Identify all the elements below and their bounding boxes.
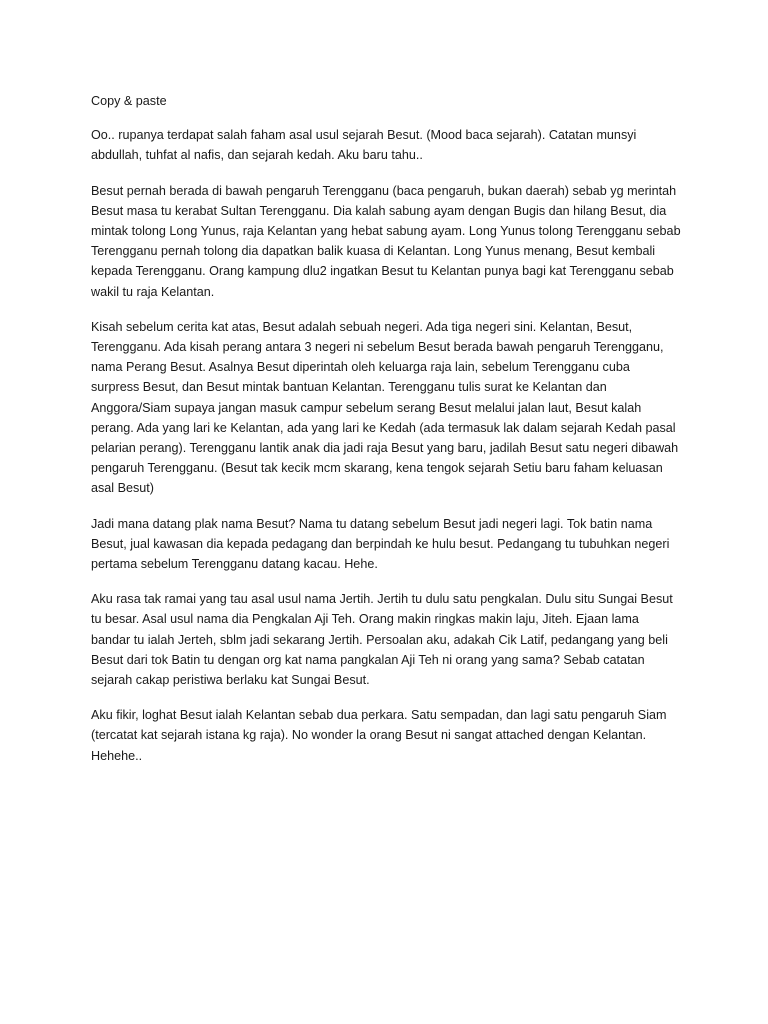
paragraph-3: Kisah sebelum cerita kat atas, Besut adalah sebuah negeri. Ada tiga negeri sini. Kelantan, Besut, Terengganu. Ada kisah perang antara 3 negeri ni sebelum Besut berada bawah pengaruh Terengganu, nama Perang Besut. Asalnya Besut diperintah oleh keluarga raja lain, sebelum Terengganu cuba surpress Besut, dan Besut mintak bantuan Kelantan. Terengganu tulis surat ke Kelantan dan Anggora/Siam supaya jangan masuk campur sebelum serang Besut melalui jalan laut, Besut kalah perang. Ada yang lari ke Kelantan, ada yang lari ke Kedah (ada termasuk lak dalam sejarah Kedah pasal pelarian perang). Terengganu lantik anak dia jadi raja Besut yang baru, jadilah Besut satu negeri dibawah pengaruh Terengganu. (Besut tak kecik mcm skarang, kena tengok sejarah Setiu baru faham keluasan asal Besut) — [91, 319, 679, 496]
paragraph-1: Oo.. rupanya terdapat salah faham asal usul sejarah Besut. (Mood baca sejarah). Catatan munsyi abdullah, tuhfat al nafis, dan sejarah kedah. Aku baru tahu.. — [91, 128, 637, 163]
document-body — [91, 91, 681, 781]
paragraph-4: Jadi mana datang plak nama Besut? Nama tu datang sebelum Besut jadi negeri lagi. Tok batin nama Besut, jual kawasan dia kepada pedagang dan berpindah ke hulu besut. Pedangang tu tubuhkan negeri pertama sebelum Terengganu datang kacau. Hehe. — [91, 516, 670, 572]
paragraph-2: Besut pernah berada di bawah pengaruh Terengganu (baca pengaruh, bukan daerah) sebab yg merintah Besut masa tu kerabat Sultan Terengganu. Dia kalah sabung ayam dengan Bugis dan hilang Besut, dia mintak tolong Long Yunus, raja Kelantan yang hebat sabung ayam. Long Yunus tolong Terengganu sebab Terengganu pernah tolong dia dapatkan balik kuasa di Kelantan. Long Yunus menang, Besut kembali kepada Terengganu. Orang kampung dlu2 ingatkan Besut tu Kelantan punya bagi kat Terengganu sebab wakil tu raja Kelantan. — [91, 183, 681, 299]
paragraph-6: Aku fikir, loghat Besut ialah Kelantan sebab dua perkara. Satu sempadan, dan lagi satu pengaruh Siam (tercatat kat sejarah istana kg raja). No wonder la orang Besut ni sangat attached dengan Kelantan. Hehehe.. — [91, 708, 667, 763]
document-title: Copy & paste — [91, 94, 167, 108]
paragraph-5: Aku rasa tak ramai yang tau asal usul nama Jertih. Jertih tu dulu satu pengkalan. Dulu situ Sungai Besut tu besar. Asal usul nama dia Pengkalan Aji Teh. Orang makin ringkas makin laju, Jiteh. Ejaan lama bandar tu ialah Jerteh, sblm jadi sekarang Jertih. Persoalan aku, adakah Cik Latif, pedangang yang beli Besut dari tok Batin tu dengan org kat nama pangkalan Aji Teh ni orang yang sama? Sebab catatan sejarah cakap peristiwa berlaku kat Sungai Besut. — [91, 592, 673, 688]
